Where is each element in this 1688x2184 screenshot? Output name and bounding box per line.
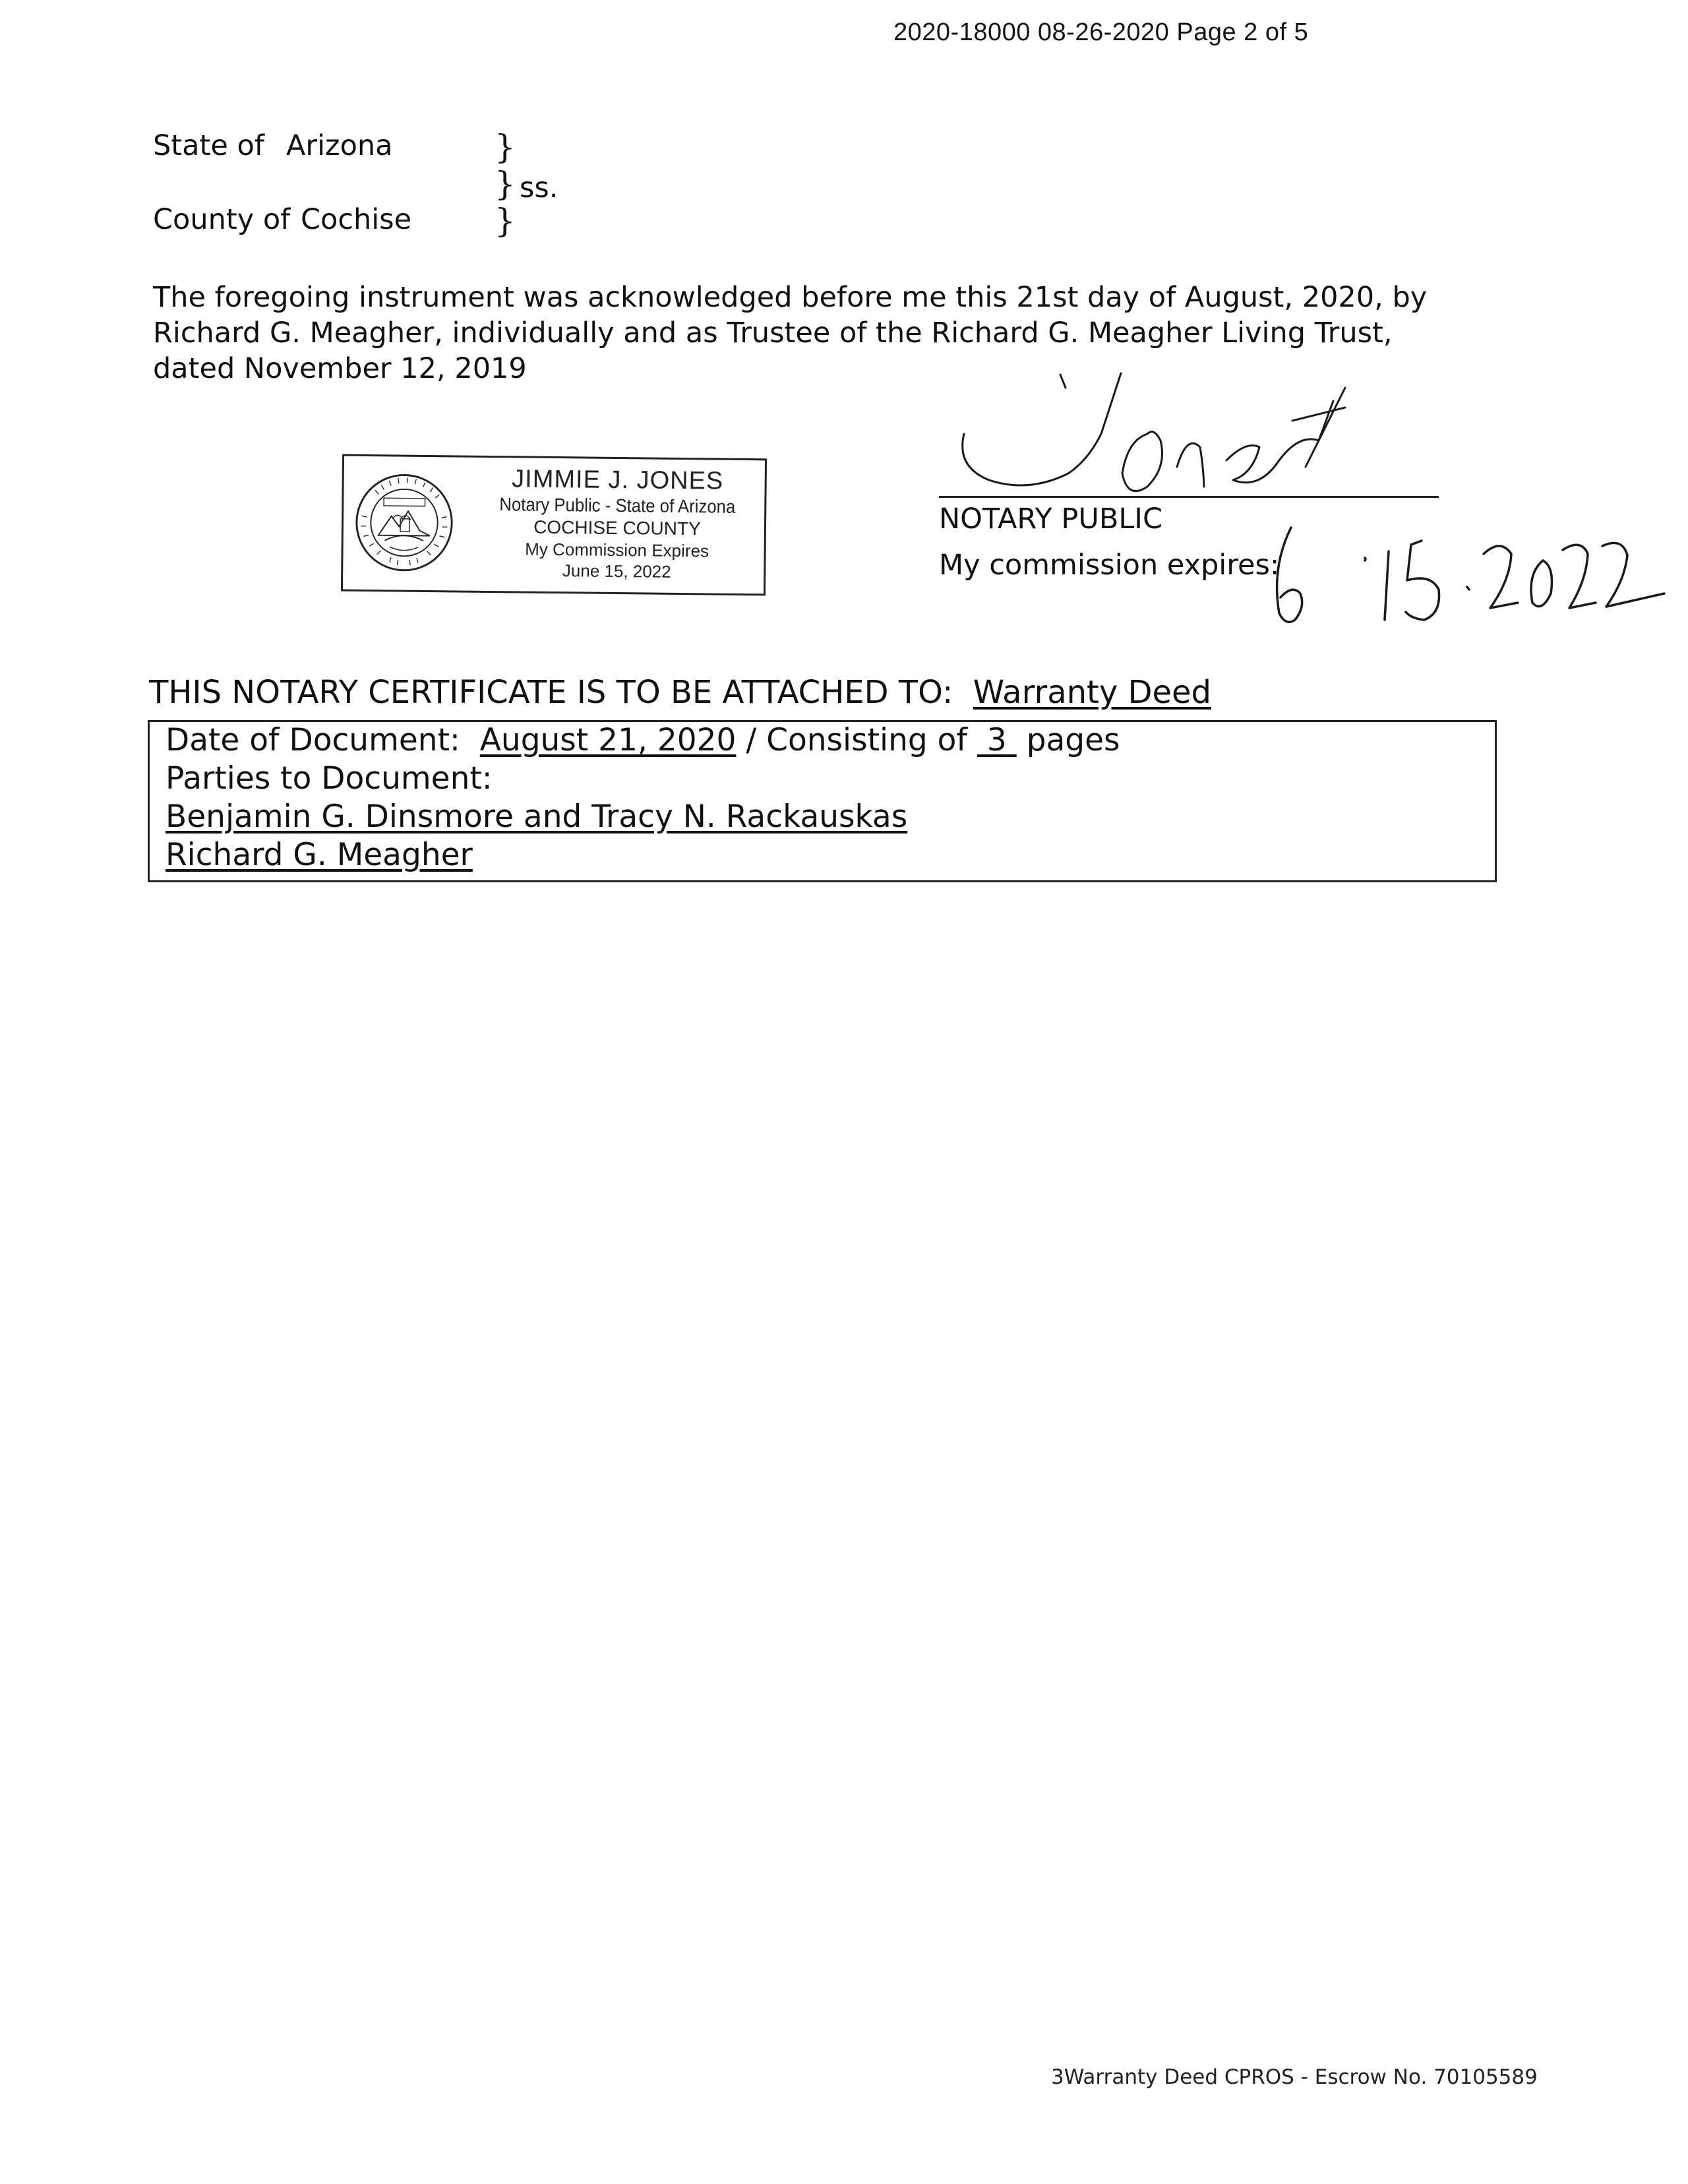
document-date-value: August 21, 2020 xyxy=(479,722,737,758)
notary-seal-commission-label: My Commission Expires xyxy=(525,539,709,561)
party-line: Benjamin G. Dinsmore and Tracy N. Rackauskas xyxy=(166,799,908,835)
ss-label: ss. xyxy=(520,171,558,204)
document-date-label: Date of Document: xyxy=(166,722,460,758)
notary-seal-text xyxy=(475,464,760,583)
pages-label: pages xyxy=(1026,722,1120,758)
handwritten-expiration-date xyxy=(1266,521,1675,646)
attachment-title xyxy=(149,674,1211,711)
notary-signature xyxy=(950,361,1411,513)
consisting-of-label: / Consisting of xyxy=(746,722,967,758)
notary-public-label: NOTARY PUBLIC xyxy=(939,502,1162,535)
parties-label: Parties to Document: xyxy=(166,760,493,797)
commission-expires-label: My commission expires: xyxy=(939,549,1280,582)
venue-brace-bottom: } xyxy=(495,202,516,240)
party-line: Richard G. Meagher xyxy=(166,837,473,873)
attached-document-name: Warranty Deed xyxy=(973,674,1212,711)
county-label: County of xyxy=(153,203,291,236)
footer-escrow-reference: 3Warranty Deed CPROS - Escrow No. 70105589 xyxy=(1051,2065,1538,2089)
notary-seal-stamp xyxy=(341,454,767,596)
page-count-value: 3 xyxy=(986,722,1007,758)
notary-seal-commission-date: June 15, 2022 xyxy=(562,561,671,582)
state-label: State of xyxy=(153,129,264,162)
acknowledgment-text: The foregoing instrument was acknowledged before me this 21st day of August, 2020, by Richard G. Meagher, individually and as Trustee of the Richard G. Meagher Living Trust, dated November 12, 2019 xyxy=(153,281,1428,385)
county-value: Cochise xyxy=(301,203,412,236)
venue-brace-top: } xyxy=(495,128,516,166)
notary-seal-county: COCHISE COUNTY xyxy=(533,516,701,539)
document-details-box xyxy=(148,720,1497,882)
signature-line xyxy=(939,496,1439,498)
venue-brace-middle: } xyxy=(495,165,516,203)
state-value: Arizona xyxy=(286,129,393,162)
notary-seal-title: Notary Public - State of Arizona xyxy=(499,494,736,517)
arizona-state-seal-icon xyxy=(352,471,456,575)
recording-stamp: 2020-18000 08-26-2020 Page 2 of 5 xyxy=(893,18,1309,46)
notary-seal-name: JIMMIE J. JONES xyxy=(511,465,724,495)
document-date-line xyxy=(166,722,1120,758)
attachment-title-prefix: THIS NOTARY CERTIFICATE IS TO BE ATTACHED TO: xyxy=(149,674,953,711)
